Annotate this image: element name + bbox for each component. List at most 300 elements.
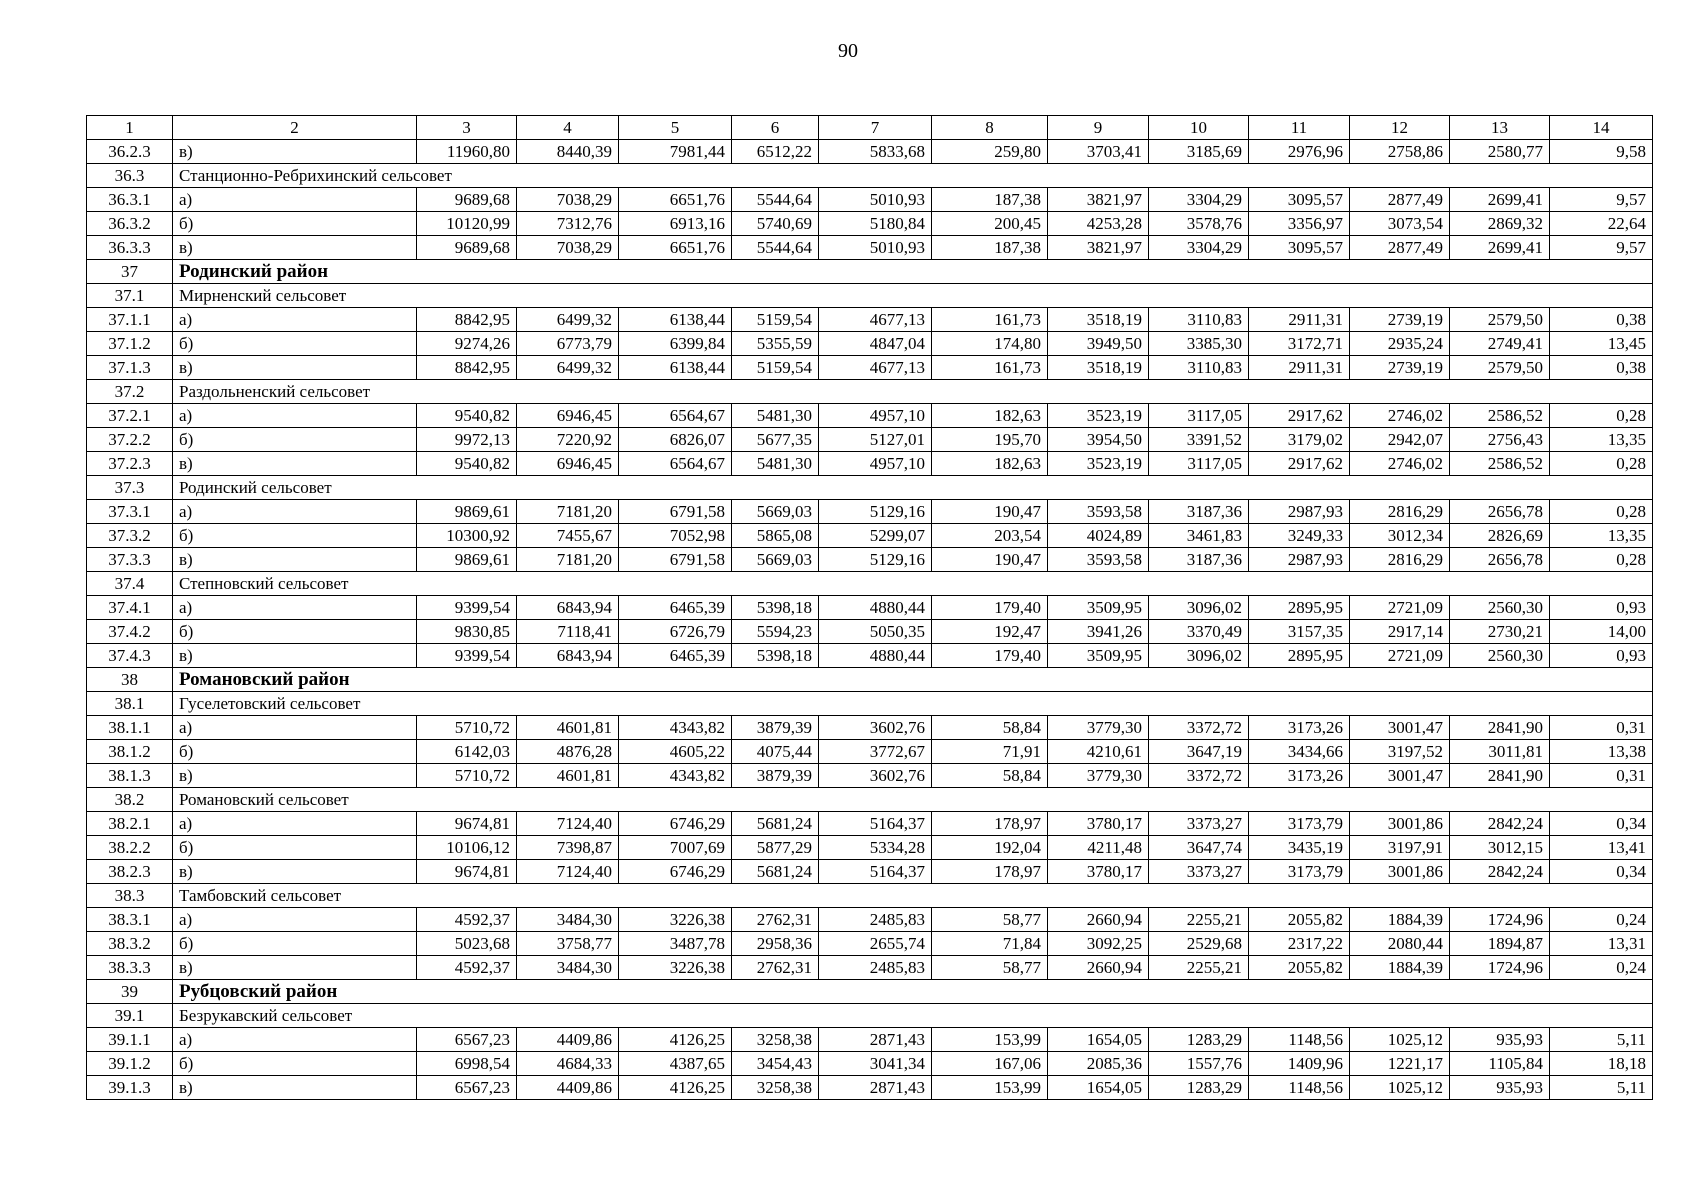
value-cell: 0,31 [1550, 764, 1653, 788]
value-cell: 7181,20 [517, 548, 619, 572]
value-cell: 3821,97 [1048, 236, 1149, 260]
value-cell: 2660,94 [1048, 908, 1149, 932]
value-cell: 1894,87 [1450, 932, 1550, 956]
value-cell: 2917,14 [1350, 620, 1450, 644]
value-cell: 2762,31 [732, 908, 819, 932]
row-variant: в) [173, 956, 417, 980]
value-cell: 3041,34 [819, 1052, 932, 1076]
value-cell: 3370,49 [1149, 620, 1249, 644]
table-row [87, 236, 1653, 260]
value-cell: 71,91 [932, 740, 1048, 764]
value-cell: 5681,24 [732, 812, 819, 836]
value-cell: 6826,07 [619, 428, 732, 452]
value-cell: 3304,29 [1149, 188, 1249, 212]
value-cell: 5594,23 [732, 620, 819, 644]
value-cell: 3434,66 [1249, 740, 1350, 764]
table-row [87, 524, 1653, 548]
value-cell: 10106,12 [417, 836, 517, 860]
value-cell: 4409,86 [517, 1028, 619, 1052]
row-variant: б) [173, 836, 417, 860]
value-cell: 5,11 [1550, 1028, 1653, 1052]
column-number: 3 [417, 116, 517, 140]
value-cell: 7124,40 [517, 812, 619, 836]
value-cell: 2877,49 [1350, 236, 1450, 260]
value-cell: 4677,13 [819, 356, 932, 380]
value-cell: 3879,39 [732, 764, 819, 788]
row-code: 37.4.3 [87, 644, 173, 668]
value-cell: 1409,96 [1249, 1052, 1350, 1076]
settlement-row [87, 788, 1653, 812]
row-variant: б) [173, 524, 417, 548]
value-cell: 179,40 [932, 596, 1048, 620]
value-cell: 2586,52 [1450, 452, 1550, 476]
value-cell: 2529,68 [1149, 932, 1249, 956]
district-code: 38 [87, 668, 173, 692]
row-variant: а) [173, 1028, 417, 1052]
value-cell: 9830,85 [417, 620, 517, 644]
value-cell: 8842,95 [417, 356, 517, 380]
table-row [87, 836, 1653, 860]
value-cell: 6791,58 [619, 500, 732, 524]
value-cell: 3197,91 [1350, 836, 1450, 860]
value-cell: 5050,35 [819, 620, 932, 644]
value-cell: 13,31 [1550, 932, 1653, 956]
value-cell: 3602,76 [819, 716, 932, 740]
value-cell: 9,58 [1550, 140, 1653, 164]
table-row [87, 908, 1653, 932]
value-cell: 9540,82 [417, 404, 517, 428]
row-variant: в) [173, 1076, 417, 1100]
value-cell: 2656,78 [1450, 500, 1550, 524]
value-cell: 2255,21 [1149, 908, 1249, 932]
value-cell: 58,77 [932, 908, 1048, 932]
settlement-name: Станционно-Ребрихинский сельсовет [173, 164, 1653, 188]
settlement-name: Раздольненский сельсовет [173, 380, 1653, 404]
value-cell: 13,41 [1550, 836, 1653, 860]
value-cell: 7038,29 [517, 188, 619, 212]
settlement-code: 37.2 [87, 380, 173, 404]
value-cell: 6773,79 [517, 332, 619, 356]
value-cell: 192,47 [932, 620, 1048, 644]
value-cell: 7455,67 [517, 524, 619, 548]
value-cell: 3304,29 [1149, 236, 1249, 260]
settlement-code: 39.1 [87, 1004, 173, 1028]
value-cell: 5398,18 [732, 596, 819, 620]
value-cell: 1025,12 [1350, 1076, 1450, 1100]
row-code: 37.4.2 [87, 620, 173, 644]
value-cell: 22,64 [1550, 212, 1653, 236]
value-cell: 4880,44 [819, 644, 932, 668]
value-cell: 3954,50 [1048, 428, 1149, 452]
value-cell: 7312,76 [517, 212, 619, 236]
value-cell: 5398,18 [732, 644, 819, 668]
row-code: 38.2.1 [87, 812, 173, 836]
column-number: 6 [732, 116, 819, 140]
value-cell: 9399,54 [417, 596, 517, 620]
value-cell: 1884,39 [1350, 956, 1450, 980]
value-cell: 13,35 [1550, 524, 1653, 548]
table-row [87, 956, 1653, 980]
row-variant: а) [173, 812, 417, 836]
table-row [87, 1052, 1653, 1076]
value-cell: 11960,80 [417, 140, 517, 164]
district-name: Рубцовский район [173, 980, 1653, 1004]
value-cell: 3484,30 [517, 956, 619, 980]
value-cell: 3373,27 [1149, 860, 1249, 884]
value-cell: 1148,56 [1249, 1028, 1350, 1052]
row-code: 37.2.3 [87, 452, 173, 476]
value-cell: 6512,22 [732, 140, 819, 164]
value-cell: 195,70 [932, 428, 1048, 452]
value-cell: 5129,16 [819, 548, 932, 572]
value-cell: 2055,82 [1249, 908, 1350, 932]
value-cell: 7118,41 [517, 620, 619, 644]
value-cell: 3258,38 [732, 1028, 819, 1052]
settlement-code: 37.3 [87, 476, 173, 500]
settlement-code: 38.3 [87, 884, 173, 908]
value-cell: 190,47 [932, 548, 1048, 572]
value-cell: 3249,33 [1249, 524, 1350, 548]
value-cell: 182,63 [932, 452, 1048, 476]
value-cell: 5710,72 [417, 716, 517, 740]
table-row [87, 308, 1653, 332]
value-cell: 1283,29 [1149, 1076, 1249, 1100]
value-cell: 2841,90 [1450, 764, 1550, 788]
value-cell: 6913,16 [619, 212, 732, 236]
value-cell: 3096,02 [1149, 596, 1249, 620]
value-cell: 2987,93 [1249, 548, 1350, 572]
value-cell: 3356,97 [1249, 212, 1350, 236]
value-cell: 3518,19 [1048, 308, 1149, 332]
row-variant: а) [173, 716, 417, 740]
value-cell: 5299,07 [819, 524, 932, 548]
row-code: 37.1.2 [87, 332, 173, 356]
table-row [87, 932, 1653, 956]
value-cell: 3647,19 [1149, 740, 1249, 764]
value-cell: 5159,54 [732, 308, 819, 332]
value-cell: 7007,69 [619, 836, 732, 860]
value-cell: 14,00 [1550, 620, 1653, 644]
table-row [87, 212, 1653, 236]
row-variant: б) [173, 620, 417, 644]
row-code: 39.1.1 [87, 1028, 173, 1052]
column-number-row [87, 116, 1653, 140]
value-cell: 4075,44 [732, 740, 819, 764]
value-cell: 1654,05 [1048, 1028, 1149, 1052]
value-cell: 3821,97 [1048, 188, 1149, 212]
value-cell: 2842,24 [1450, 860, 1550, 884]
row-variant: в) [173, 860, 417, 884]
value-cell: 3593,58 [1048, 500, 1149, 524]
column-number: 9 [1048, 116, 1149, 140]
value-cell: 3157,35 [1249, 620, 1350, 644]
value-cell: 3117,05 [1149, 452, 1249, 476]
value-cell: 0,28 [1550, 404, 1653, 428]
value-cell: 3454,43 [732, 1052, 819, 1076]
value-cell: 4684,33 [517, 1052, 619, 1076]
value-cell: 9869,61 [417, 548, 517, 572]
settlement-row [87, 692, 1653, 716]
value-cell: 3487,78 [619, 932, 732, 956]
value-cell: 5481,30 [732, 404, 819, 428]
value-cell: 1654,05 [1048, 1076, 1149, 1100]
value-cell: 2085,36 [1048, 1052, 1149, 1076]
value-cell: 4957,10 [819, 404, 932, 428]
table-row [87, 500, 1653, 524]
value-cell: 9972,13 [417, 428, 517, 452]
value-cell: 0,31 [1550, 716, 1653, 740]
value-cell: 9399,54 [417, 644, 517, 668]
row-code: 37.3.3 [87, 548, 173, 572]
settlement-row [87, 164, 1653, 188]
value-cell: 13,35 [1550, 428, 1653, 452]
value-cell: 3523,19 [1048, 404, 1149, 428]
value-cell: 9674,81 [417, 860, 517, 884]
row-variant: б) [173, 428, 417, 452]
value-cell: 3187,36 [1149, 500, 1249, 524]
value-cell: 3095,57 [1249, 188, 1350, 212]
value-cell: 9540,82 [417, 452, 517, 476]
value-cell: 3758,77 [517, 932, 619, 956]
value-cell: 2976,96 [1249, 140, 1350, 164]
value-cell: 3117,05 [1149, 404, 1249, 428]
value-cell: 4880,44 [819, 596, 932, 620]
value-cell: 2317,22 [1249, 932, 1350, 956]
value-cell: 174,80 [932, 332, 1048, 356]
value-cell: 2758,86 [1350, 140, 1450, 164]
settlement-code: 37.4 [87, 572, 173, 596]
row-code: 38.3.1 [87, 908, 173, 932]
value-cell: 5669,03 [732, 500, 819, 524]
value-cell: 2935,24 [1350, 332, 1450, 356]
value-cell: 4126,25 [619, 1028, 732, 1052]
value-cell: 3484,30 [517, 908, 619, 932]
column-number: 13 [1450, 116, 1550, 140]
value-cell: 3001,86 [1350, 812, 1450, 836]
column-number: 10 [1149, 116, 1249, 140]
value-cell: 4592,37 [417, 908, 517, 932]
value-cell: 5127,01 [819, 428, 932, 452]
table-row [87, 860, 1653, 884]
row-variant: б) [173, 332, 417, 356]
value-cell: 2917,62 [1249, 404, 1350, 428]
value-cell: 9274,26 [417, 332, 517, 356]
value-cell: 3373,27 [1149, 812, 1249, 836]
value-cell: 0,38 [1550, 356, 1653, 380]
value-cell: 2917,62 [1249, 452, 1350, 476]
value-cell: 3001,47 [1350, 716, 1450, 740]
settlement-code: 38.2 [87, 788, 173, 812]
settlement-code: 37.1 [87, 284, 173, 308]
value-cell: 2055,82 [1249, 956, 1350, 980]
value-cell: 3772,67 [819, 740, 932, 764]
row-code: 38.1.2 [87, 740, 173, 764]
row-code: 38.2.2 [87, 836, 173, 860]
value-cell: 1283,29 [1149, 1028, 1249, 1052]
value-cell: 3173,79 [1249, 860, 1350, 884]
row-code: 38.1.1 [87, 716, 173, 740]
row-code: 37.1.1 [87, 308, 173, 332]
settlement-name: Безрукавский сельсовет [173, 1004, 1653, 1028]
value-cell: 192,04 [932, 836, 1048, 860]
district-name: Романовский район [173, 668, 1653, 692]
value-cell: 3509,95 [1048, 644, 1149, 668]
value-cell: 2942,07 [1350, 428, 1450, 452]
value-cell: 153,99 [932, 1028, 1048, 1052]
value-cell: 3385,30 [1149, 332, 1249, 356]
value-cell: 2721,09 [1350, 596, 1450, 620]
district-code: 37 [87, 260, 173, 284]
value-cell: 4387,65 [619, 1052, 732, 1076]
value-cell: 7052,98 [619, 524, 732, 548]
value-cell: 2746,02 [1350, 404, 1450, 428]
value-cell: 9869,61 [417, 500, 517, 524]
value-cell: 187,38 [932, 236, 1048, 260]
settlement-name: Романовский сельсовет [173, 788, 1653, 812]
value-cell: 3172,71 [1249, 332, 1350, 356]
row-code: 36.3.1 [87, 188, 173, 212]
value-cell: 6946,45 [517, 452, 619, 476]
value-cell: 3779,30 [1048, 764, 1149, 788]
value-cell: 178,97 [932, 860, 1048, 884]
value-cell: 3110,83 [1149, 356, 1249, 380]
settlement-row [87, 284, 1653, 308]
column-number: 7 [819, 116, 932, 140]
value-cell: 3173,79 [1249, 812, 1350, 836]
value-cell: 178,97 [932, 812, 1048, 836]
settlement-name: Гуселетовский сельсовет [173, 692, 1653, 716]
table-row [87, 404, 1653, 428]
value-cell: 3185,69 [1149, 140, 1249, 164]
value-cell: 6726,79 [619, 620, 732, 644]
value-cell: 6651,76 [619, 236, 732, 260]
value-cell: 3011,81 [1450, 740, 1550, 764]
district-name: Родинский район [173, 260, 1653, 284]
value-cell: 3095,57 [1249, 236, 1350, 260]
value-cell: 10300,92 [417, 524, 517, 548]
value-cell: 203,54 [932, 524, 1048, 548]
column-number: 8 [932, 116, 1048, 140]
value-cell: 3461,83 [1149, 524, 1249, 548]
table-row [87, 548, 1653, 572]
tariff-table [86, 115, 1653, 1100]
table-row [87, 596, 1653, 620]
row-variant: а) [173, 500, 417, 524]
row-variant: в) [173, 140, 417, 164]
value-cell: 6564,67 [619, 452, 732, 476]
value-cell: 2580,77 [1450, 140, 1550, 164]
value-cell: 6746,29 [619, 812, 732, 836]
value-cell: 0,24 [1550, 908, 1653, 932]
row-code: 36.2.3 [87, 140, 173, 164]
table-row [87, 188, 1653, 212]
value-cell: 4126,25 [619, 1076, 732, 1100]
value-cell: 4601,81 [517, 716, 619, 740]
value-cell: 3780,17 [1048, 860, 1149, 884]
value-cell: 2816,29 [1350, 548, 1450, 572]
value-cell: 2560,30 [1450, 596, 1550, 620]
value-cell: 2699,41 [1450, 236, 1550, 260]
value-cell: 6465,39 [619, 596, 732, 620]
row-variant: в) [173, 452, 417, 476]
settlement-row [87, 380, 1653, 404]
value-cell: 1724,96 [1450, 908, 1550, 932]
value-cell: 3647,74 [1149, 836, 1249, 860]
value-cell: 0,38 [1550, 308, 1653, 332]
value-cell: 6998,54 [417, 1052, 517, 1076]
value-cell: 935,93 [1450, 1076, 1550, 1100]
column-number: 2 [173, 116, 417, 140]
value-cell: 5669,03 [732, 548, 819, 572]
table-row [87, 452, 1653, 476]
value-cell: 3949,50 [1048, 332, 1149, 356]
value-cell: 2579,50 [1450, 308, 1550, 332]
value-cell: 4605,22 [619, 740, 732, 764]
value-cell: 2895,95 [1249, 596, 1350, 620]
row-code: 37.2.2 [87, 428, 173, 452]
row-variant: в) [173, 236, 417, 260]
settlement-name: Степновский сельсовет [173, 572, 1653, 596]
value-cell: 2655,74 [819, 932, 932, 956]
value-cell: 6499,32 [517, 308, 619, 332]
value-cell: 10120,99 [417, 212, 517, 236]
value-cell: 187,38 [932, 188, 1048, 212]
table-row [87, 1028, 1653, 1052]
value-cell: 0,34 [1550, 812, 1653, 836]
value-cell: 4253,28 [1048, 212, 1149, 236]
value-cell: 3518,19 [1048, 356, 1149, 380]
value-cell: 2871,43 [819, 1076, 932, 1100]
value-cell: 2869,32 [1450, 212, 1550, 236]
value-cell: 3173,26 [1249, 716, 1350, 740]
value-cell: 7220,92 [517, 428, 619, 452]
row-variant: в) [173, 356, 417, 380]
value-cell: 2485,83 [819, 956, 932, 980]
value-cell: 6564,67 [619, 404, 732, 428]
row-code: 37.1.3 [87, 356, 173, 380]
value-cell: 5010,93 [819, 236, 932, 260]
value-cell: 3703,41 [1048, 140, 1149, 164]
settlement-name: Родинский сельсовет [173, 476, 1653, 500]
table-row [87, 356, 1653, 380]
value-cell: 3001,47 [1350, 764, 1450, 788]
value-cell: 2958,36 [732, 932, 819, 956]
table-row [87, 740, 1653, 764]
value-cell: 2762,31 [732, 956, 819, 980]
value-cell: 6651,76 [619, 188, 732, 212]
value-cell: 13,45 [1550, 332, 1653, 356]
column-number: 1 [87, 116, 173, 140]
value-cell: 3523,19 [1048, 452, 1149, 476]
value-cell: 5180,84 [819, 212, 932, 236]
column-number: 12 [1350, 116, 1450, 140]
settlement-code: 38.1 [87, 692, 173, 716]
value-cell: 18,18 [1550, 1052, 1653, 1076]
value-cell: 3372,72 [1149, 716, 1249, 740]
value-cell: 1221,17 [1350, 1052, 1450, 1076]
value-cell: 1025,12 [1350, 1028, 1450, 1052]
value-cell: 3593,58 [1048, 548, 1149, 572]
value-cell: 6791,58 [619, 548, 732, 572]
value-cell: 3509,95 [1048, 596, 1149, 620]
value-cell: 3110,83 [1149, 308, 1249, 332]
value-cell: 4211,48 [1048, 836, 1149, 860]
row-code: 36.3.2 [87, 212, 173, 236]
value-cell: 5129,16 [819, 500, 932, 524]
value-cell: 2911,31 [1249, 356, 1350, 380]
value-cell: 3226,38 [619, 908, 732, 932]
column-number: 14 [1550, 116, 1653, 140]
